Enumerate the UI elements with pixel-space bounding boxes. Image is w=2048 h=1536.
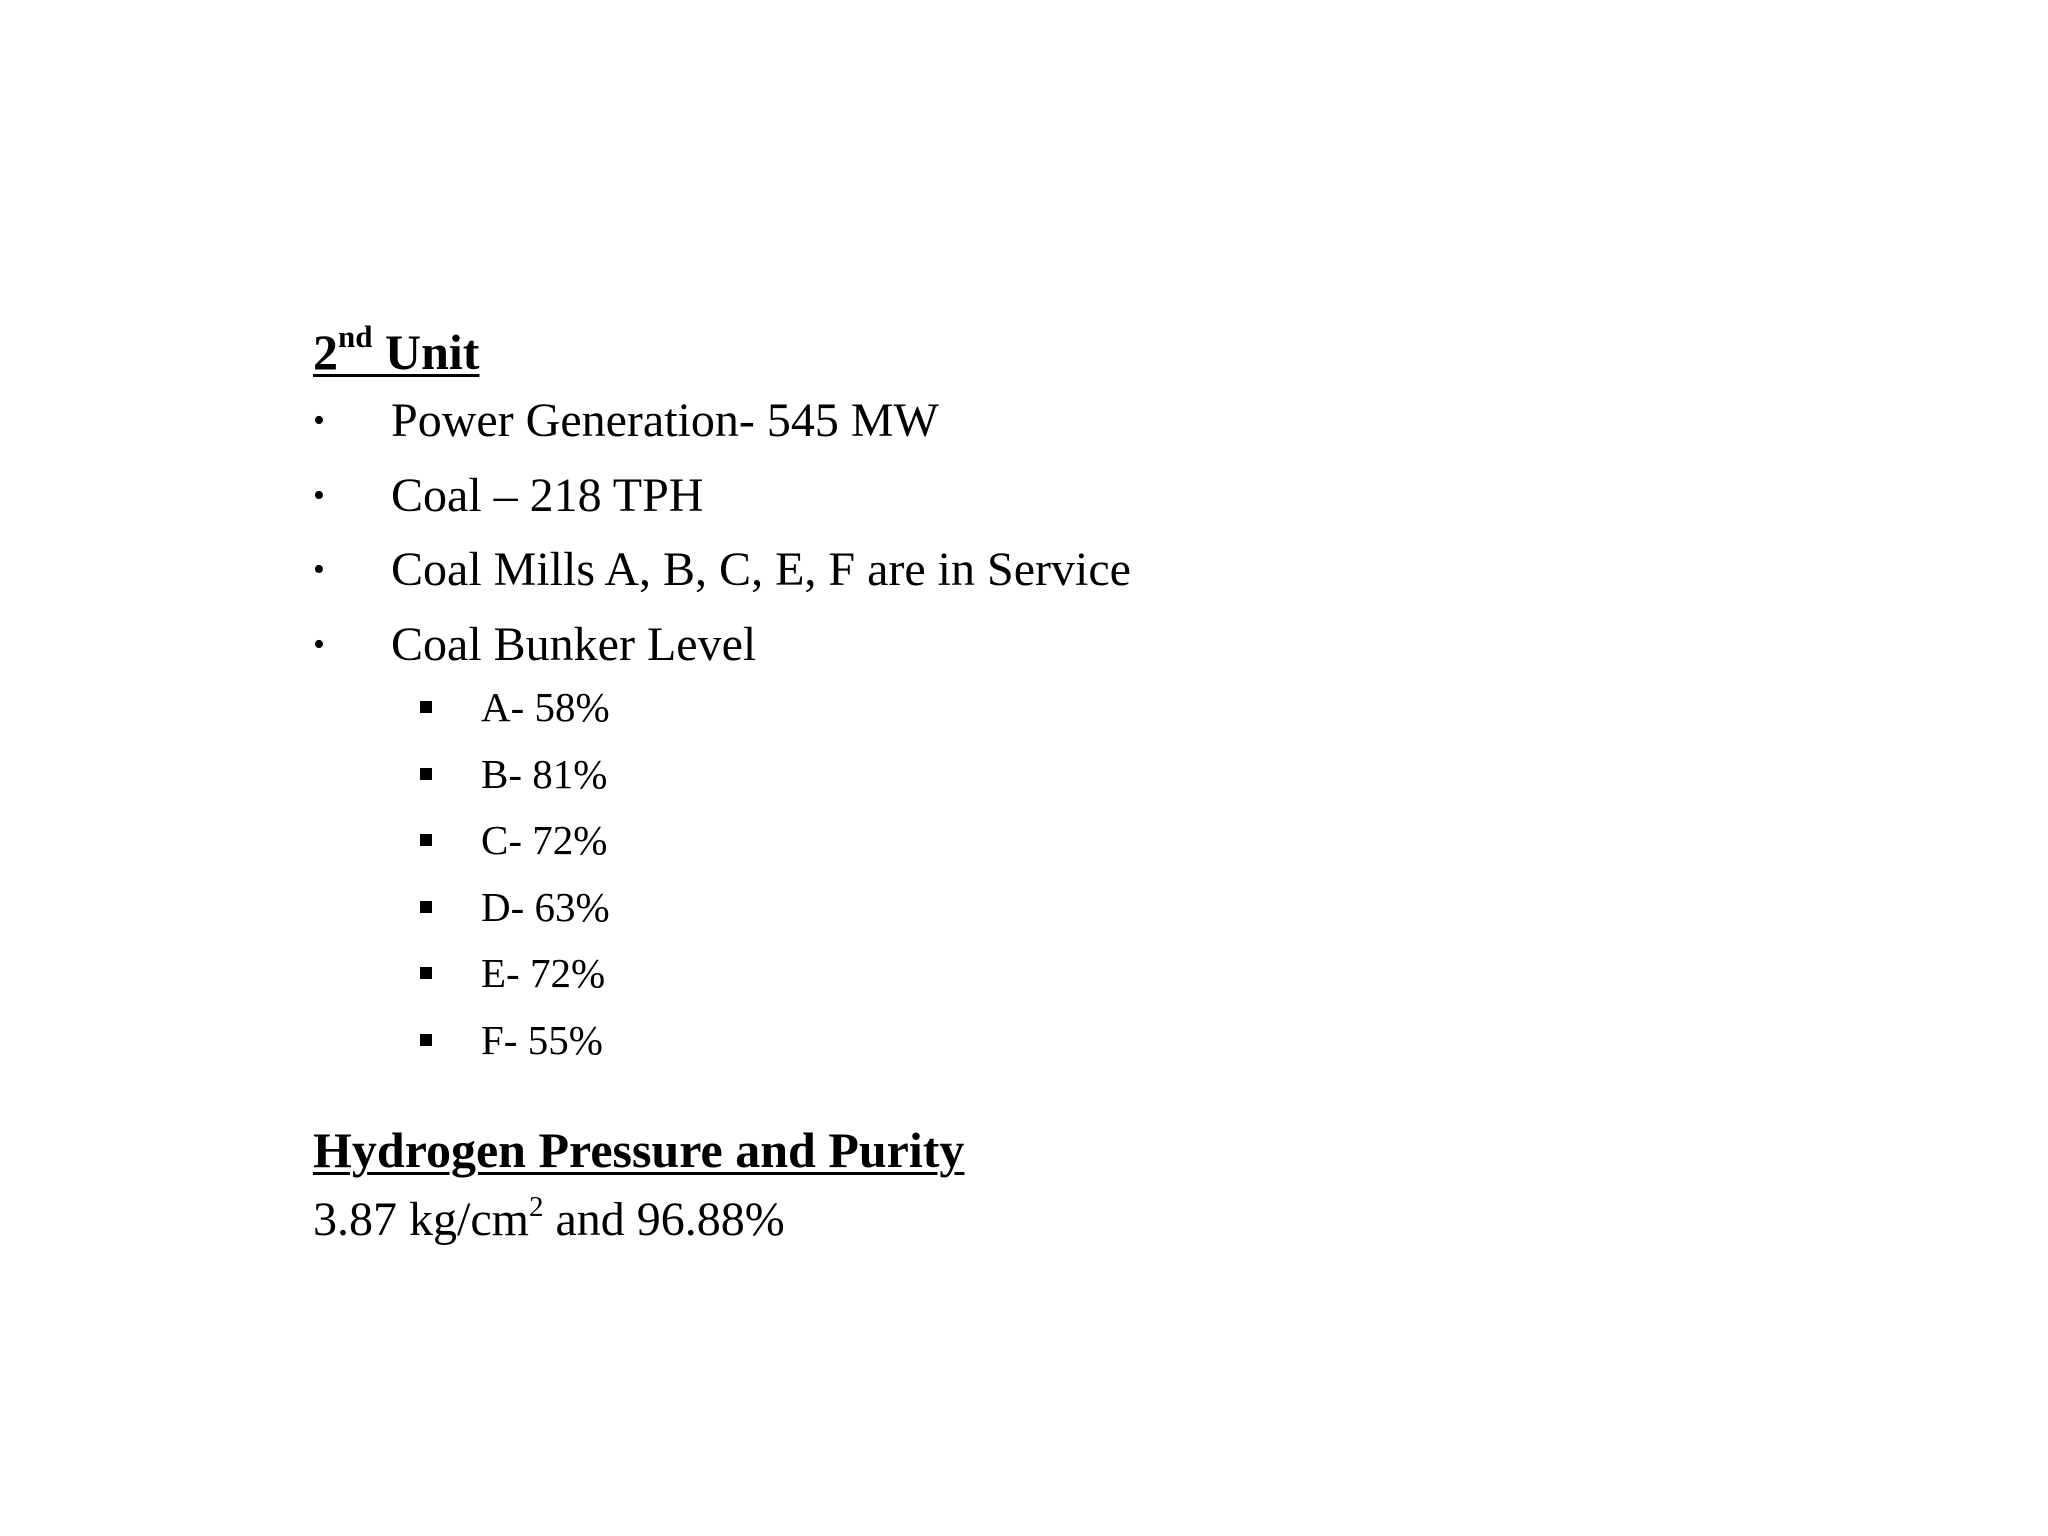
- hydrogen-purity: and 96.88%: [543, 1193, 785, 1246]
- list-item-power-generation: [313, 384, 1131, 459]
- bunker-level-text: D- 63%: [481, 883, 610, 930]
- square-bullet-icon: [420, 768, 432, 780]
- square-bullet-icon: [420, 1034, 432, 1046]
- hydrogen-pressure: 3.87 kg/cm: [313, 1193, 529, 1246]
- pressure-exponent: 2: [528, 1191, 544, 1223]
- bunker-level-text: B- 81%: [481, 750, 608, 797]
- bunker-level-item: [313, 874, 1131, 941]
- bullet-icon: •: [313, 402, 325, 439]
- list-item-coal-rate: [313, 459, 1131, 534]
- bunker-level-text: A- 58%: [481, 684, 610, 730]
- unit-heading-text: Unit: [384, 324, 480, 380]
- list-item-text: Coal Mills A, B, C, E, F are in Service: [391, 543, 1131, 596]
- bunker-level-text: E- 72%: [481, 950, 606, 996]
- bullet-icon: •: [313, 476, 325, 514]
- section-spacer: [313, 1073, 1131, 1118]
- list-item-coal-mills: [313, 533, 1131, 608]
- square-bullet-icon: [420, 701, 432, 713]
- bunker-level-item: [313, 741, 1131, 808]
- bunker-level-list: [313, 674, 1131, 1073]
- bullet-icon: •: [313, 625, 325, 663]
- bunker-level-item: [313, 1007, 1131, 1074]
- list-item-text: Coal – 218 TPH: [391, 468, 704, 522]
- bullet-icon: •: [313, 551, 325, 588]
- unit-heading-number: 2: [313, 324, 338, 380]
- list-item-text: Power Generation- 545 MW: [391, 394, 939, 447]
- unit-heading: [313, 320, 1131, 384]
- bunker-level-item: [313, 674, 1131, 741]
- hydrogen-heading: Hydrogen Pressure and Purity: [313, 1122, 965, 1178]
- bunker-level-text: F- 55%: [481, 1016, 603, 1063]
- bunker-level-item: [313, 807, 1131, 874]
- unit-heading-suffix: nd: [338, 319, 373, 355]
- document-body: [313, 320, 1131, 1258]
- bunker-level-item: [313, 940, 1131, 1007]
- list-item-coal-bunker-level: [313, 608, 1131, 683]
- hydrogen-values: [313, 1182, 1131, 1258]
- unit-bullet-list: [313, 384, 1131, 682]
- square-bullet-icon: [420, 901, 432, 913]
- square-bullet-icon: [420, 834, 432, 846]
- bunker-level-text: C- 72%: [481, 817, 608, 863]
- square-bullet-icon: [420, 967, 432, 979]
- list-item-text: Coal Bunker Level: [391, 617, 757, 671]
